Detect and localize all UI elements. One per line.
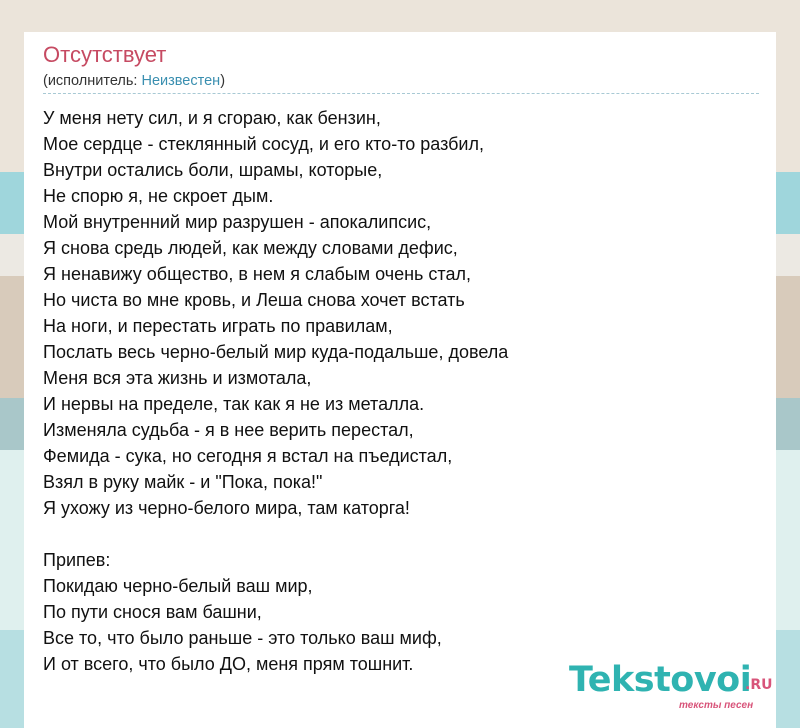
lyric-line: Я ненавижу общество, в нем я слабым очень стал, — [43, 264, 471, 284]
logo-wordmark: Tekstovoi — [569, 660, 752, 700]
lyric-line: И от всего, что было ДО, меня прям тошнит. — [43, 654, 414, 674]
lyric-line: Покидаю черно-белый ваш мир, — [43, 576, 313, 596]
lyric-line: У меня нету сил, и я сгораю, как бензин, — [43, 108, 381, 128]
lyrics-text — [43, 105, 508, 677]
artist-line — [43, 73, 225, 89]
artist-suffix: ) — [220, 73, 226, 89]
song-title: Отсутствует — [43, 42, 167, 67]
lyric-line: Я снова средь людей, как между словами дефис, — [43, 238, 458, 258]
artist-link[interactable]: Неизвестен — [141, 73, 221, 89]
lyric-line: Припев: — [43, 550, 111, 570]
artist-prefix: (исполнитель: — [43, 73, 142, 89]
lyric-line: По пути снося вам башни, — [43, 602, 262, 622]
lyric-line: Мой внутренний мир разрушен - апокалипсис, — [43, 212, 432, 232]
site-logo[interactable] — [569, 660, 779, 720]
lyric-line: Все то, что было раньше - это только ваш миф, — [43, 628, 442, 648]
lyric-line: Внутри остались боли, шрамы, которые, — [43, 160, 383, 180]
lyric-line — [43, 521, 508, 547]
lyric-line: Фемида - сука, но сегодня я встал на пъедистал, — [43, 446, 453, 466]
lyric-line: Но чиста во мне кровь, и Леша снова хочет встать — [43, 290, 465, 310]
lyric-line: Меня вся эта жизнь и измотала, — [43, 368, 312, 388]
lyric-line: Я ухожу из черно-белого мира, там каторга! — [43, 498, 410, 518]
logo-tld: .RU — [745, 677, 773, 693]
logo-tagline: тексты песен — [679, 700, 754, 711]
lyric-line: Мое сердце - стеклянный сосуд, и его кто-то разбил, — [43, 134, 484, 154]
lyric-line: Послать весь черно-белый мир куда-подальше, довела — [43, 342, 509, 362]
lyric-line: Не спорю я, не скроет дым. — [43, 186, 274, 206]
lyrics-card — [24, 32, 776, 728]
lyric-line: На ноги, и перестать играть по правилам, — [43, 316, 393, 336]
divider — [43, 93, 759, 94]
lyric-line: И нервы на пределе, так как я не из металла. — [43, 394, 425, 414]
lyric-line: Взял в руку майк - и "Пока, пока!" — [43, 472, 323, 492]
lyric-line: Изменяла судьба - я в нее верить перестал, — [43, 420, 414, 440]
